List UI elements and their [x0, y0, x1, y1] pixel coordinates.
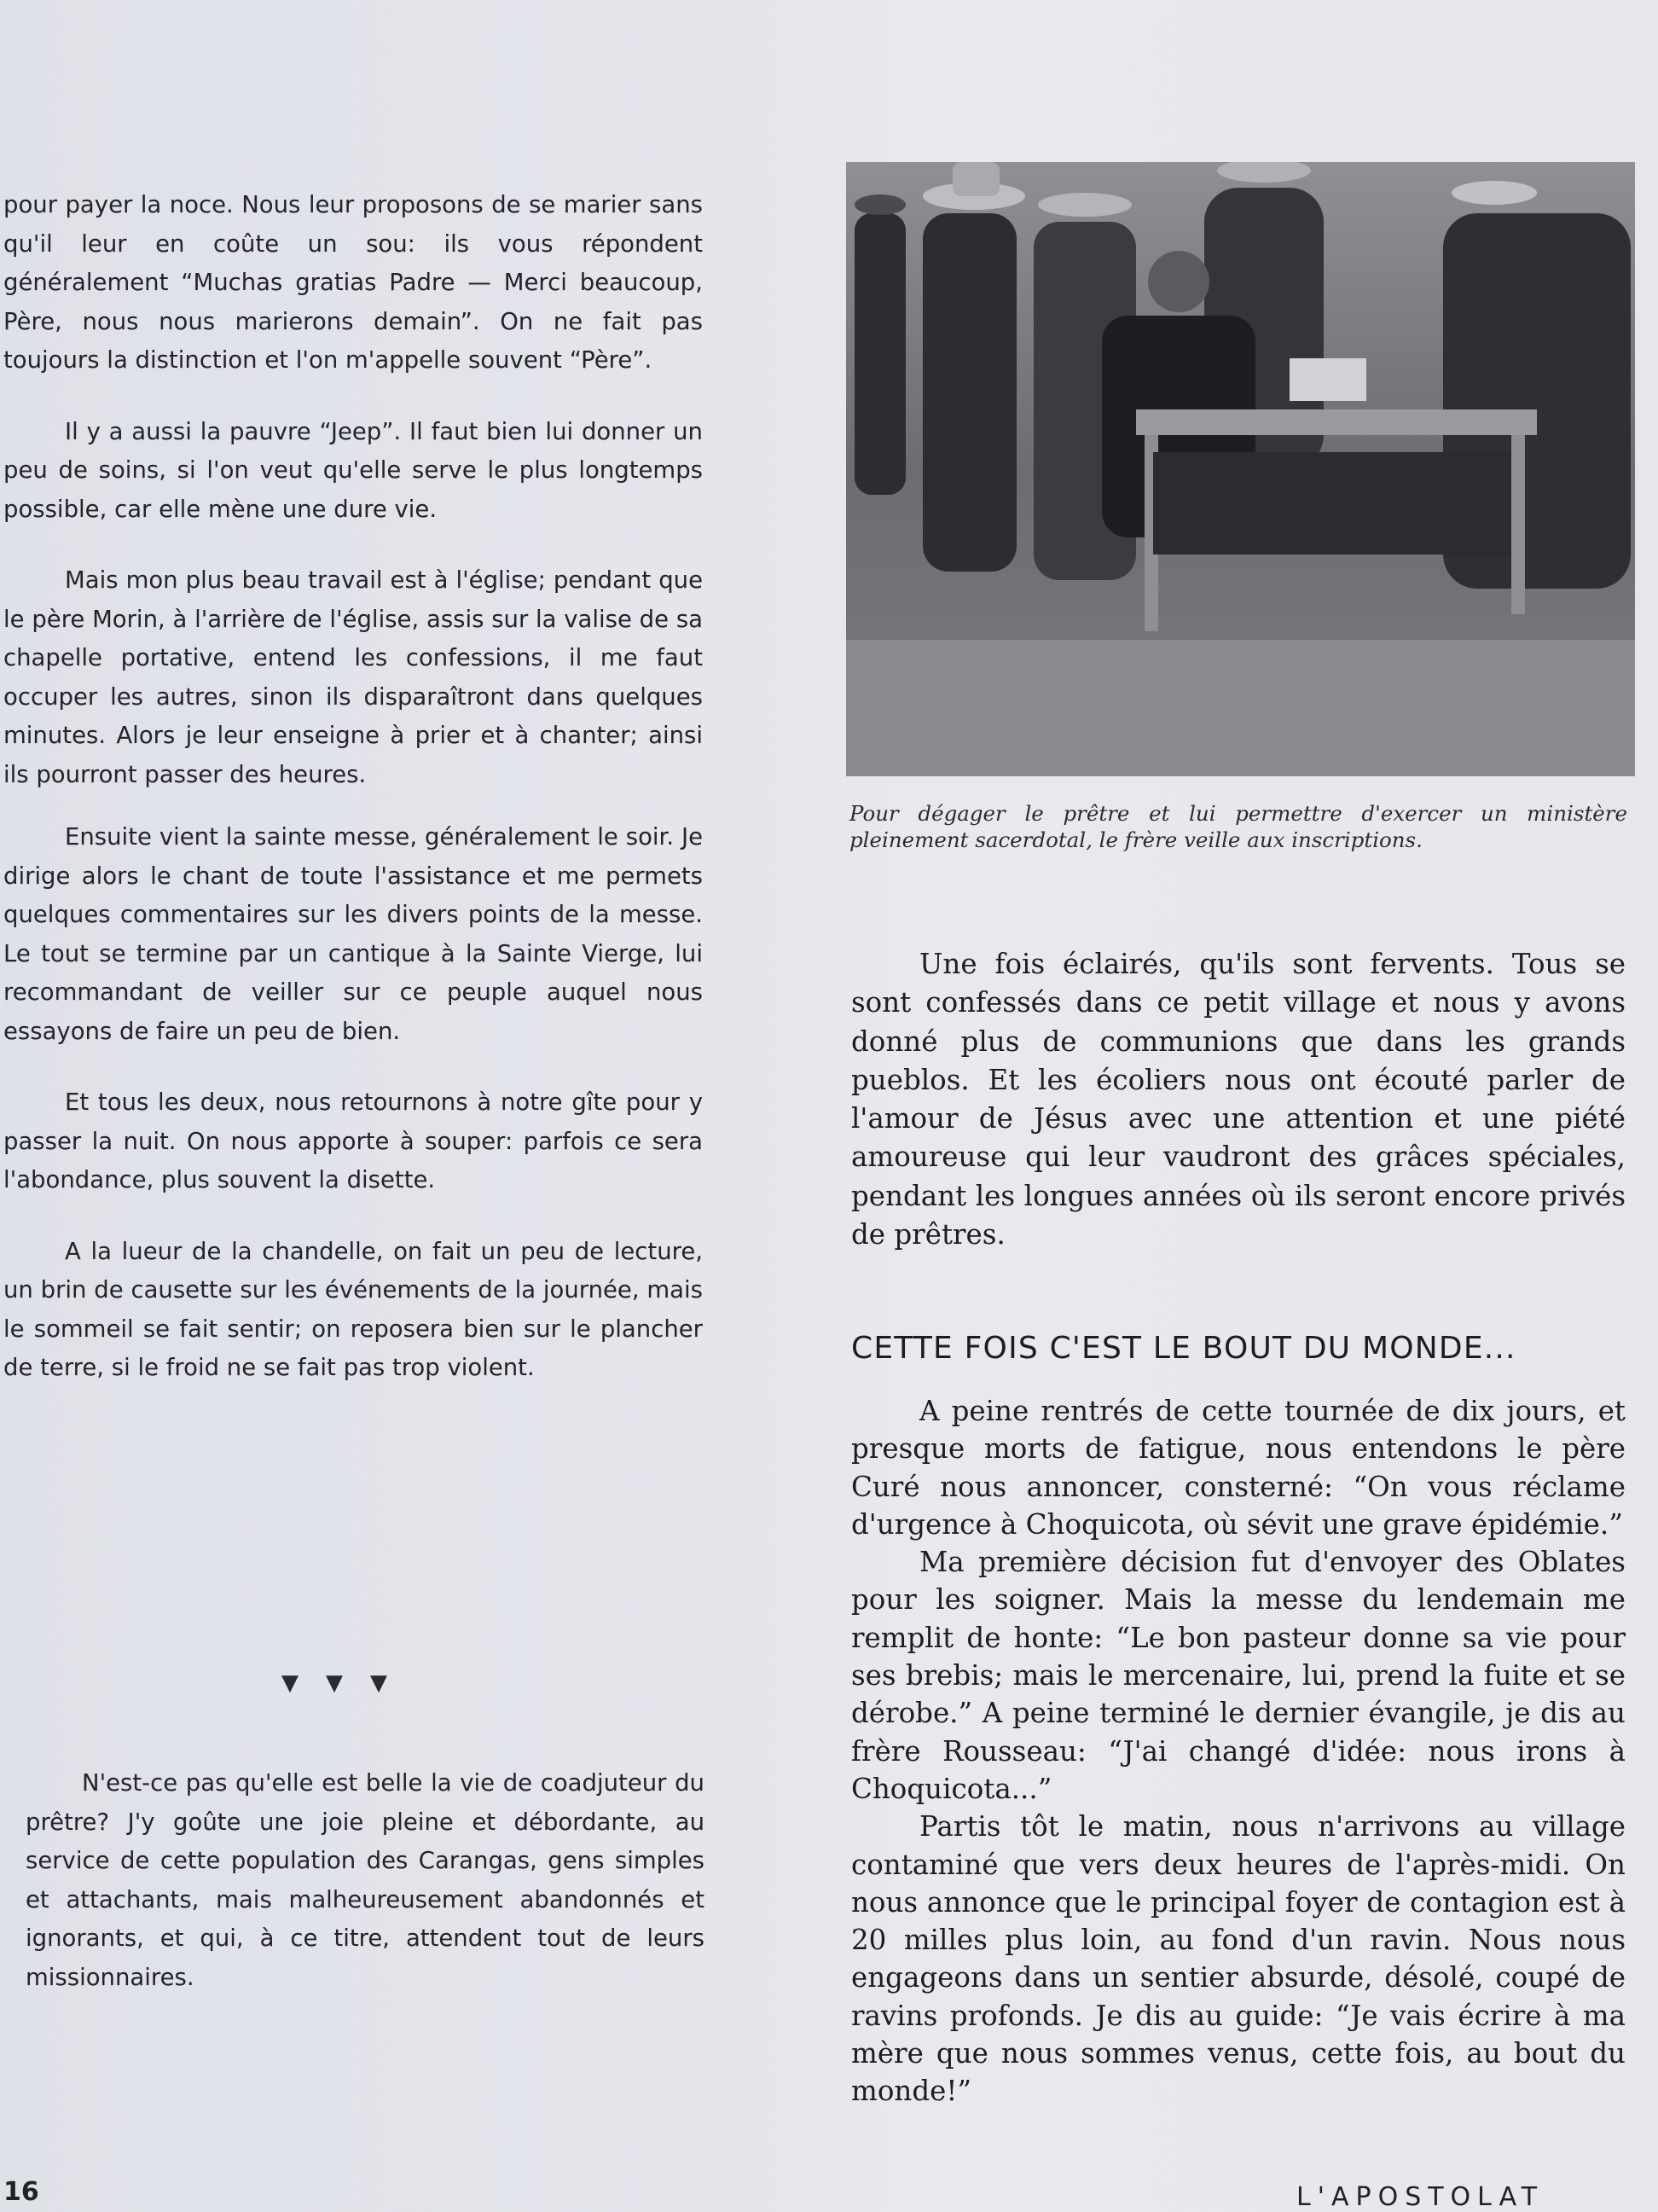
photo-missionaries-registration — [846, 162, 1635, 776]
left-paragraph-6: A la lueur de la chandelle, on fait un peu de lecture, un brin de causette sur les événements de la journée, mais le sommeil se fait sentir; on reposera bien sur le plancher de terre, si le froid ne se fait pas trop violent. — [3, 1237, 703, 1381]
right-section — [851, 1392, 1626, 2110]
separator-mark: ▼ — [370, 1670, 387, 1696]
left-paragraph-3: Mais mon plus beau travail est à l'église; pendant que le père Morin, à l'arrière de l'église, assis sur la valise de sa chapelle portative, entend les confessions, il me faut occuper les autres, sinon ils disparaîtront dans quelques minutes. Alors je leur enseigne à prier et à chanter; ainsi ils pourront passer des heures. — [3, 566, 703, 788]
left-paragraph-2: Il y a aussi la pauvre “Jeep”. Il faut bien lui donner un peu de soins, si l'on veut qu'elle serve le plus longtemps possible, car elle mène une dure vie. — [3, 417, 703, 523]
left-paragraph-4: Ensuite vient la sainte messe, généralement le soir. Je dirige alors le chant de toute l'assistance et me permets quelques commentaires sur les divers points de la messe. Le tout se termine par un cantique à la Sainte Vierge, lui recommandant de veiller sur ce peuple auquel nous essayons de faire un peu de bien. — [3, 823, 703, 1045]
right-intro-paragraph: Une fois éclairés, qu'ils sont fervents. Tous se sont confessés dans ce petit village et nous y avons donné plus de communions que dans les grands pueblos. Et les écoliers nous ont écouté parler de l'amour de Jésus avec une attention et une piété amoureuse qui leur vaudront des grâces spéciales, pendant les longues années où ils seront encore privés de prêtres. — [851, 948, 1626, 1251]
page-number: 16 — [3, 2177, 39, 2207]
separator-mark: ▼ — [281, 1670, 299, 1696]
separator-mark: ▼ — [326, 1670, 343, 1696]
photo-illustration — [846, 162, 1635, 776]
left-paragraph-5: Et tous les deux, nous retournons à notre gîte pour y passer la nuit. On nous apporte à souper: parfois ce sera l'abondance, plus souvent la disette. — [3, 1089, 703, 1193]
left-column — [3, 186, 703, 1420]
left-paragraph-1: pour payer la noce. Nous leur proposons de se marier sans qu'il leur en coûte un sou: ils vous répondent généralement “Muchas gratias Padre — Merci beaucoup, Père, nous nous marierons demain”. On ne fait pas toujours la distinction et l'on m'appelle souvent “Père”. — [3, 191, 703, 374]
closing-paragraph: N'est-ce pas qu'elle est belle la vie de coadjuteur du prêtre? J'y goûte une joie pleine et débordante, au service de cette population des Carangas, gens simples et attachants, mais malheureusement abandonnés et ignorants, et qui, à ce titre, attendent tout de leurs missionnaires. — [26, 1769, 704, 1991]
right-section-paragraph-3: Partis tôt le matin, nous n'arrivons au village contaminé que vers deux heures de l'après-midi. On nous annonce que le principal foyer de contagion est à 20 milles plus loin, au fond d'un ravin. Nous nous engageons dans un sentier absurde, désolé, coupé de ravins profonds. Je dis au guide: “Je vais écrire à ma mère que nous sommes venus, cette fois, au bout du monde!” — [851, 1810, 1626, 2108]
right-section-paragraph-2: Ma première décision fut d'envoyer des Oblates pour les soigner. Mais la messe du lendemain me remplit de honte: “Le bon pasteur donne sa vie pour ses brebis; mais le mercenaire, lui, prend la fuite et se dérobe.” A peine terminé le dernier évangile, je dis au frère Rousseau: “J'ai changé d'idée: nous irons à Choquicota...” — [851, 1546, 1626, 1805]
section-separator — [281, 1670, 387, 1696]
section-heading: CETTE FOIS C'EST LE BOUT DU MONDE... — [851, 1331, 1516, 1366]
photo-caption: Pour dégager le prêtre et lui permettre d'exercer un ministère pleinement sacerdotal, le frère veille aux inscriptions. — [849, 801, 1627, 852]
right-intro — [851, 945, 1626, 1254]
publication-title: L'APOSTOLAT — [1296, 2182, 1545, 2212]
right-section-paragraph-1: A peine rentrés de cette tournée de dix jours, et presque morts de fatigue, nous entendons le père Curé nous annoncer, consterné: “On vous réclame d'urgence à Choquicota, où sévit une grave épidémie.” — [851, 1395, 1626, 1541]
closing-block — [26, 1764, 704, 2029]
